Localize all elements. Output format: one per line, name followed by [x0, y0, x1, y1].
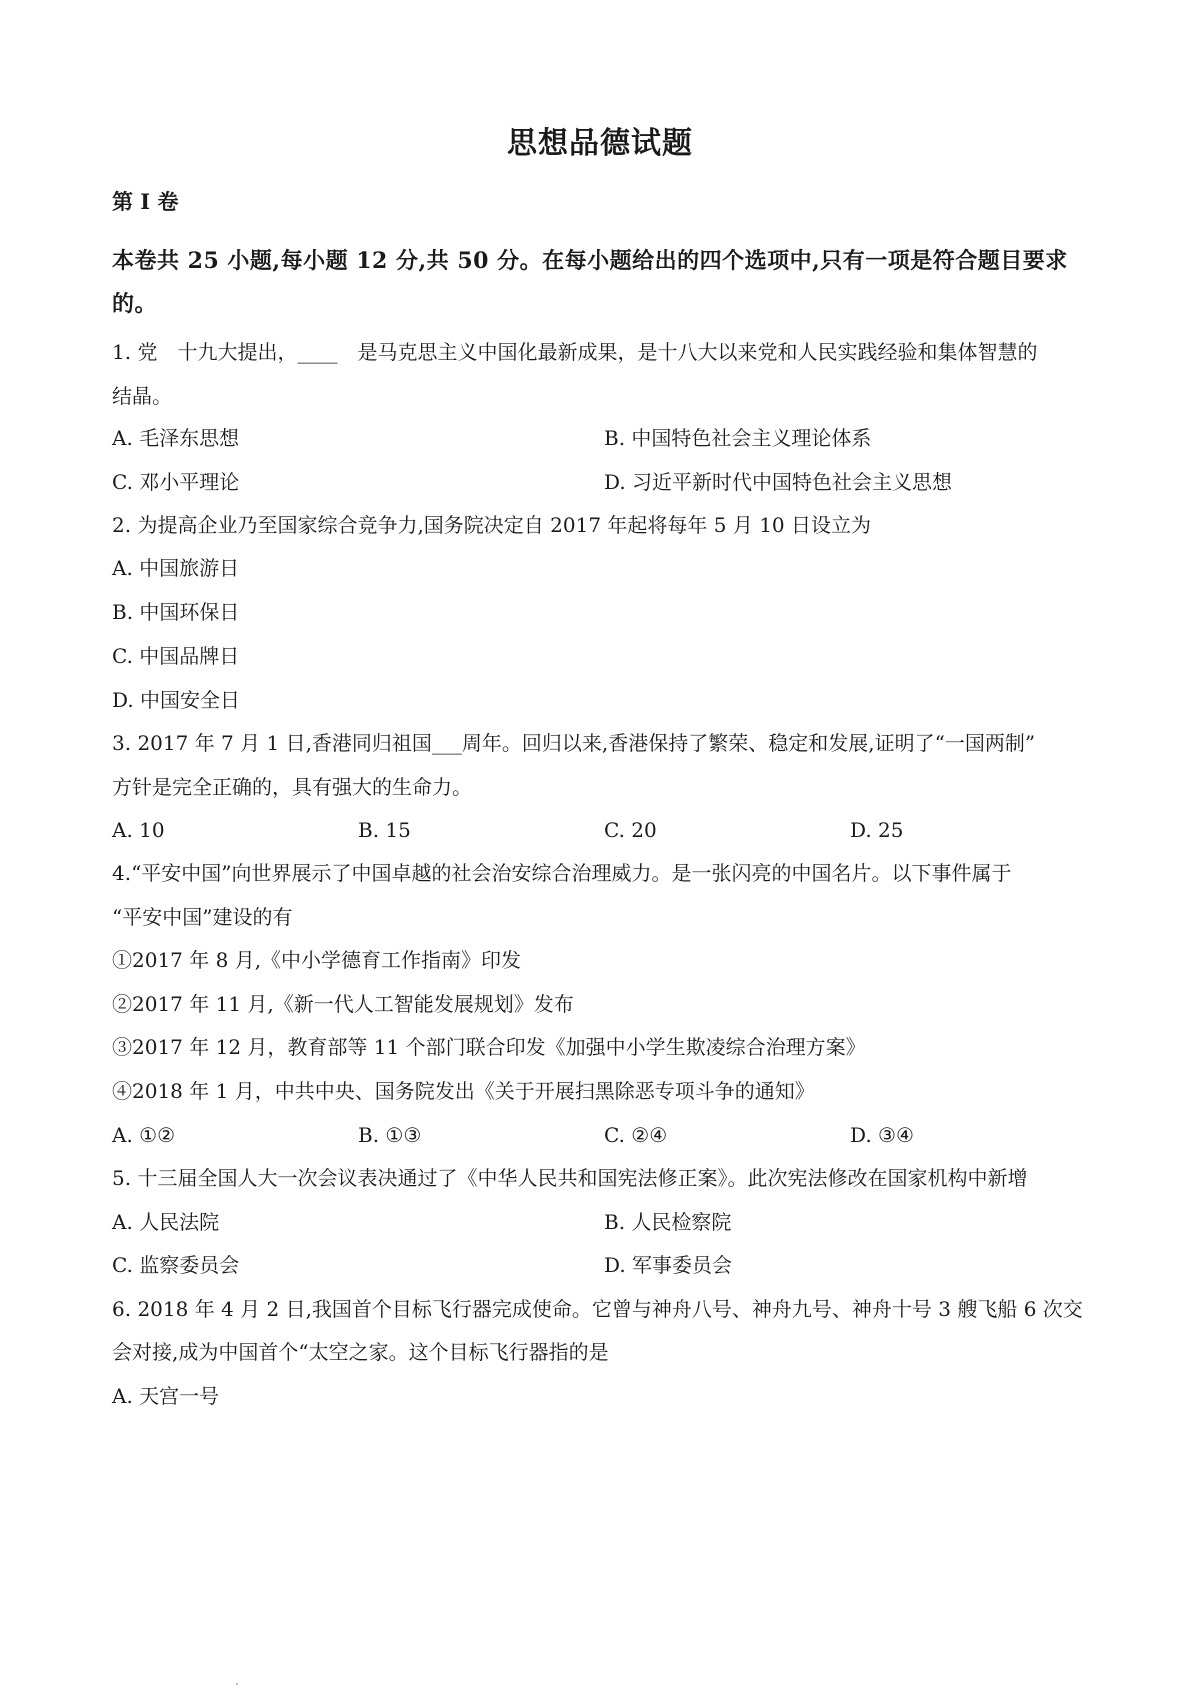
- question-2-option-d: D. 中国安全日: [112, 688, 241, 712]
- question-2-option-b: B. 中国环保日: [112, 600, 240, 624]
- question-4-statement-4: ④2018 年 1 月，中共中央、国务院发出《关于开展扫黑除恶专项斗争的通知》: [112, 1079, 815, 1103]
- question-5-option-c: C. 监察委员会: [112, 1253, 240, 1277]
- question-3-option-d: D. 25: [850, 818, 904, 842]
- question-2-option-a: A. 中国旅游日: [112, 556, 240, 580]
- question-4-option-a: A. ①②: [112, 1123, 176, 1147]
- question-1-option-b: B. 中国特色社会主义理论体系: [604, 426, 872, 450]
- question-5-option-a: A. 人民法院: [112, 1210, 220, 1234]
- question-4-option-c: C. ②④: [604, 1123, 668, 1147]
- question-2-option-c: C. 中国品牌日: [112, 644, 240, 668]
- instructions-line-2: 的。: [112, 291, 158, 317]
- question-1-option-d: D. 习近平新时代中国特色社会主义思想: [604, 470, 953, 494]
- question-6-stem-line-2: 会对接,成为中国首个“太空之家。这个目标飞行器指的是: [112, 1340, 609, 1364]
- question-3-stem-line-1: 3. 2017 年 7 月 1 日,香港同归祖国___周年。回归以来,香港保持了繁荣、稳定和发展,证明了“一国两制”: [112, 731, 1036, 755]
- instructions-line-1: 本卷共 25 小题,每小题 12 分,共 50 分。在每小题给出的四个选项中,只有一项是符合题目要求: [112, 248, 1068, 274]
- question-4-option-b: B. ①③: [358, 1123, 422, 1147]
- question-3-option-c: C. 20: [604, 818, 657, 842]
- page-title: 思想品德试题: [507, 126, 693, 161]
- question-4-stem-line-2: “平安中国”建设的有: [112, 905, 293, 929]
- question-4-stem-line-1: 4.“平安中国”向世界展示了中国卓越的社会治安综合治理威力。是一张闪亮的中国名片。以下事件属于: [112, 861, 1012, 885]
- question-5-stem-line-1: 5. 十三届全国人大一次会议表决通过了《中华人民共和国宪法修正案》。此次宪法修改在国家机构中新增: [112, 1166, 1028, 1190]
- question-1-stem-line-1: 1. 党 十九大提出，____ 是马克思主义中国化最新成果，是十八大以来党和人民实践经验和集体智慧的: [112, 340, 1038, 364]
- question-1-option-c: C. 邓小平理论: [112, 470, 240, 494]
- question-4-statement-3: ③2017 年 12 月，教育部等 11 个部门联合印发《加强中小学生欺凌综合治理方案》: [112, 1035, 866, 1059]
- question-4-statement-2: ②2017 年 11 月,《新一代人工智能发展规划》发布: [112, 992, 574, 1016]
- question-4-option-d: D. ③④: [850, 1123, 914, 1147]
- question-1-stem-line-2: 结晶。: [112, 384, 172, 408]
- question-2-stem-line-1: 2. 为提高企业乃至国家综合竞争力,国务院决定自 2017 年起将每年 5 月 10 日设立为: [112, 513, 872, 537]
- question-6-stem-line-1: 6. 2018 年 4 月 2 日,我国首个目标飞行器完成使命。它曾与神舟八号、神舟九号、神舟十号 3 艘飞船 6 次交: [112, 1297, 1083, 1321]
- question-6-option-a: A. 天宫一号: [112, 1384, 220, 1408]
- question-3-option-b: B. 15: [358, 818, 411, 842]
- question-3-stem-line-2: 方针是完全正确的，具有强大的生命力。: [112, 775, 472, 799]
- question-4-statement-1: ①2017 年 8 月,《中小学德育工作指南》印发: [112, 948, 522, 972]
- question-5-option-d: D. 军事委员会: [604, 1253, 733, 1277]
- section-heading: 第 I 卷: [112, 189, 179, 214]
- question-3-option-a: A. 10: [112, 818, 165, 842]
- question-5-option-b: B. 人民检察院: [604, 1210, 732, 1234]
- question-1-option-a: A. 毛泽东思想: [112, 426, 240, 450]
- scan-speck: [236, 1683, 238, 1685]
